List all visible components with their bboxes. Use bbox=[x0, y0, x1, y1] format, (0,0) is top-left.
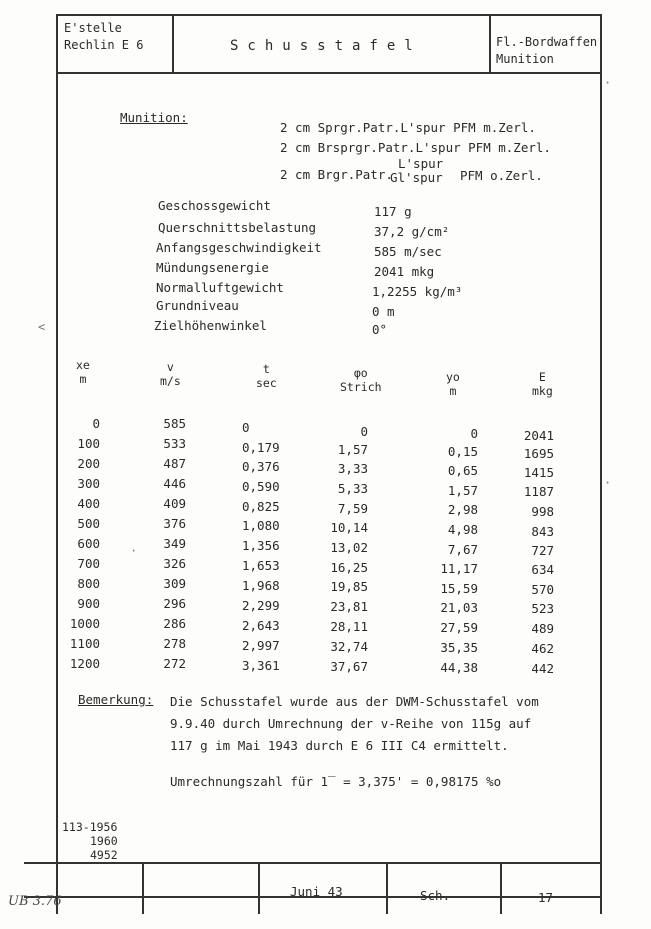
cell-time: 0 bbox=[242, 420, 250, 435]
munition-line-3 bbox=[280, 158, 580, 188]
footer-sheet-label: Sch. bbox=[420, 888, 451, 903]
table-row bbox=[60, 476, 580, 499]
handwritten-stamp: UB 3.76 bbox=[8, 894, 62, 909]
tracer-type-bottom: Gl'spur bbox=[390, 170, 443, 185]
footnote-block bbox=[62, 820, 118, 862]
footer-divider-4 bbox=[500, 862, 502, 914]
footer-divider-2 bbox=[258, 862, 260, 914]
cell-height: 0,15 bbox=[447, 444, 478, 459]
column-header bbox=[446, 370, 460, 398]
param-label: Querschnittsbelastung bbox=[158, 220, 317, 235]
cell-distance: 1200 bbox=[69, 656, 100, 671]
cell-elevation: 7,59 bbox=[337, 501, 368, 516]
category-subject: Munition bbox=[496, 52, 554, 66]
param-value: 1,2255 kg/m³ bbox=[372, 284, 463, 299]
frame-right-border bbox=[600, 14, 602, 914]
column-unit: mkg bbox=[532, 384, 553, 398]
cell-velocity: 309 bbox=[163, 576, 186, 591]
conversion-factor: Umrechnungszahl für 1‾ = 3,375' = 0,98175 %o bbox=[170, 774, 502, 789]
cell-elevation: 16,25 bbox=[330, 560, 368, 575]
table-row bbox=[60, 556, 580, 576]
cell-energy: 570 bbox=[531, 582, 554, 597]
cell-velocity: 286 bbox=[163, 616, 186, 631]
footer-divider-1 bbox=[142, 862, 144, 914]
cell-energy: 462 bbox=[531, 641, 554, 656]
table-row bbox=[60, 496, 580, 519]
margin-mark-right: · bbox=[604, 476, 612, 490]
cell-height: 2,98 bbox=[447, 502, 478, 517]
table-row bbox=[60, 596, 580, 616]
munition-line-2: 2 cm Brsprgr.Patr.L'spur PFM m.Zerl. bbox=[280, 140, 551, 155]
cell-velocity: 296 bbox=[163, 596, 186, 611]
cell-height: 44,38 bbox=[440, 660, 478, 675]
cell-velocity: 533 bbox=[163, 436, 186, 451]
table-row bbox=[60, 516, 580, 539]
cell-time: 0,590 bbox=[242, 479, 280, 494]
column-unit: Strich bbox=[340, 380, 382, 394]
param-value: 117 g bbox=[374, 204, 412, 219]
cell-time: 1,356 bbox=[242, 538, 280, 553]
cell-energy: 2041 bbox=[523, 428, 554, 443]
param-value: 0° bbox=[372, 322, 388, 337]
column-header bbox=[76, 358, 90, 386]
remark-line-1: Die Schusstafel wurde aus der DWM-Schusstafel vom bbox=[170, 694, 539, 709]
cell-distance: 300 bbox=[77, 476, 100, 491]
cell-elevation: 23,81 bbox=[330, 599, 368, 614]
issuing-office: E'stelle bbox=[64, 21, 122, 35]
header-left-cell bbox=[64, 20, 143, 54]
cell-height: 35,35 bbox=[440, 640, 478, 655]
column-symbol: v bbox=[166, 360, 174, 374]
margin-mark-top: < bbox=[38, 320, 46, 334]
issuing-site: Rechlin E 6 bbox=[64, 38, 144, 52]
cell-distance: 200 bbox=[77, 456, 100, 471]
cell-velocity: 326 bbox=[163, 556, 186, 571]
param-value: 2041 mkg bbox=[374, 264, 435, 279]
cell-distance: 600 bbox=[77, 536, 100, 551]
table-row bbox=[60, 636, 580, 656]
column-unit: m bbox=[79, 372, 87, 386]
cell-energy: 1187 bbox=[523, 484, 554, 499]
cell-distance: 1100 bbox=[69, 636, 100, 651]
footnote-line: 1960 bbox=[90, 834, 118, 848]
param-label: Geschossgewicht bbox=[158, 198, 271, 213]
column-symbol: E bbox=[538, 370, 546, 384]
cell-height: 1,57 bbox=[447, 483, 478, 498]
param-label: Mündungsenergie bbox=[156, 260, 269, 275]
cell-energy: 843 bbox=[531, 524, 554, 539]
margin-mark-middle: · bbox=[130, 544, 138, 558]
cell-elevation: 37,67 bbox=[330, 659, 368, 674]
remark-line-3: 117 g im Mai 1943 durch E 6 III C4 ermittelt. bbox=[170, 738, 509, 753]
cell-time: 1,653 bbox=[242, 558, 280, 573]
cell-elevation: 5,33 bbox=[337, 481, 368, 496]
cell-energy: 1695 bbox=[523, 446, 554, 461]
cell-elevation: 28,11 bbox=[330, 619, 368, 634]
footer-divider-3 bbox=[386, 862, 388, 914]
param-label: Grundniveau bbox=[156, 298, 239, 313]
cell-elevation: 0 bbox=[360, 424, 368, 439]
param-value: 0 m bbox=[372, 304, 395, 319]
cell-elevation: 3,33 bbox=[337, 461, 368, 476]
cell-time: 2,299 bbox=[242, 598, 280, 613]
param-label: Zielhöhenwinkel bbox=[154, 318, 267, 333]
footer-top-line bbox=[24, 862, 601, 864]
cell-time: 0,825 bbox=[242, 499, 280, 514]
column-symbol: xe bbox=[76, 358, 90, 372]
table-row bbox=[60, 576, 580, 596]
column-header bbox=[532, 370, 553, 398]
cell-height: 15,59 bbox=[440, 581, 478, 596]
cell-time: 2,643 bbox=[242, 618, 280, 633]
munition-line-3-suffix: PFM o.Zerl. bbox=[460, 168, 543, 183]
cell-velocity: 585 bbox=[163, 416, 186, 431]
cell-height: 11,17 bbox=[440, 561, 478, 576]
cell-height: 0 bbox=[470, 426, 478, 441]
cell-time: 1,080 bbox=[242, 518, 280, 533]
cell-energy: 489 bbox=[531, 621, 554, 636]
cell-distance: 0 bbox=[92, 416, 100, 431]
cell-distance: 900 bbox=[77, 596, 100, 611]
header-divider-right bbox=[489, 14, 491, 73]
column-symbol: φo bbox=[353, 366, 368, 380]
margin-mark-right-top: · bbox=[604, 76, 612, 90]
munition-line-3-prefix: 2 cm Brgr.Patr. bbox=[280, 167, 393, 182]
column-symbol: yo bbox=[446, 370, 460, 384]
cell-distance: 500 bbox=[77, 516, 100, 531]
column-unit: m bbox=[449, 384, 457, 398]
table-row bbox=[60, 536, 580, 556]
cell-energy: 998 bbox=[531, 504, 554, 519]
header-right-cell bbox=[496, 34, 597, 68]
column-unit: m/s bbox=[160, 374, 181, 388]
cell-energy: 442 bbox=[531, 661, 554, 676]
cell-velocity: 272 bbox=[163, 656, 186, 671]
column-header bbox=[256, 362, 277, 390]
cell-distance: 400 bbox=[77, 496, 100, 511]
param-label: Anfangsgeschwindigkeit bbox=[156, 240, 322, 255]
cell-energy: 634 bbox=[531, 562, 554, 577]
cell-elevation: 19,85 bbox=[330, 579, 368, 594]
cell-velocity: 278 bbox=[163, 636, 186, 651]
remark-line-2: 9.9.40 durch Umrechnung der v-Reihe von 115g auf bbox=[170, 716, 532, 731]
cell-energy: 1415 bbox=[523, 465, 554, 480]
tracer-type-top: L'spur bbox=[398, 156, 444, 171]
cell-time: 0,179 bbox=[242, 440, 280, 455]
column-unit: sec bbox=[256, 376, 277, 390]
cell-time: 0,376 bbox=[242, 459, 280, 474]
cell-elevation: 10,14 bbox=[330, 520, 368, 535]
cell-elevation: 13,02 bbox=[330, 540, 368, 555]
cell-height: 4,98 bbox=[447, 522, 478, 537]
cell-distance: 1000 bbox=[69, 616, 100, 631]
cell-distance: 800 bbox=[77, 576, 100, 591]
header-divider-left bbox=[172, 14, 174, 73]
param-label: Normalluftgewicht bbox=[156, 280, 284, 295]
cell-velocity: 349 bbox=[163, 536, 186, 551]
cell-velocity: 409 bbox=[163, 496, 186, 511]
header-bottom-line bbox=[56, 72, 601, 74]
cell-height: 0,65 bbox=[447, 463, 478, 478]
table-row bbox=[60, 616, 580, 636]
remark-label: Bemerkung: bbox=[78, 692, 154, 707]
cell-height: 21,03 bbox=[440, 600, 478, 615]
footnote-line: 4952 bbox=[90, 848, 118, 862]
footnote-line: 113-1956 bbox=[62, 820, 118, 834]
column-header bbox=[160, 360, 181, 388]
cell-height: 27,59 bbox=[440, 620, 478, 635]
cell-time: 2,997 bbox=[242, 638, 280, 653]
cell-time: 3,361 bbox=[242, 658, 280, 673]
frame-left-border bbox=[56, 14, 58, 914]
cell-distance: 100 bbox=[77, 436, 100, 451]
footer-page-number: 17 bbox=[538, 890, 554, 905]
footer-date: Juni 43 bbox=[290, 884, 343, 899]
munition-label: Munition: bbox=[120, 110, 188, 125]
cell-height: 7,67 bbox=[447, 542, 478, 557]
cell-elevation: 1,57 bbox=[337, 442, 368, 457]
cell-elevation: 32,74 bbox=[330, 639, 368, 654]
munition-line-1: 2 cm Sprgr.Patr.L'spur PFM m.Zerl. bbox=[280, 120, 536, 135]
table-row bbox=[60, 456, 580, 480]
cell-distance: 700 bbox=[77, 556, 100, 571]
cell-velocity: 376 bbox=[163, 516, 186, 531]
param-value: 585 m/sec bbox=[374, 244, 442, 259]
cell-velocity: 446 bbox=[163, 476, 186, 491]
table-row bbox=[60, 416, 580, 443]
cell-time: 1,968 bbox=[242, 578, 280, 593]
column-header bbox=[340, 366, 382, 394]
table-row bbox=[60, 656, 580, 676]
weapon-category: Fl.-Bordwaffen bbox=[496, 35, 598, 49]
cell-energy: 523 bbox=[531, 601, 554, 616]
param-value: 37,2 g/cm² bbox=[374, 224, 450, 239]
frame-top-border bbox=[56, 14, 601, 16]
cell-velocity: 487 bbox=[163, 456, 186, 471]
cell-energy: 727 bbox=[531, 543, 554, 558]
document-title: Schusstafel bbox=[230, 38, 422, 54]
column-symbol: t bbox=[262, 362, 270, 376]
table-row bbox=[60, 436, 580, 461]
